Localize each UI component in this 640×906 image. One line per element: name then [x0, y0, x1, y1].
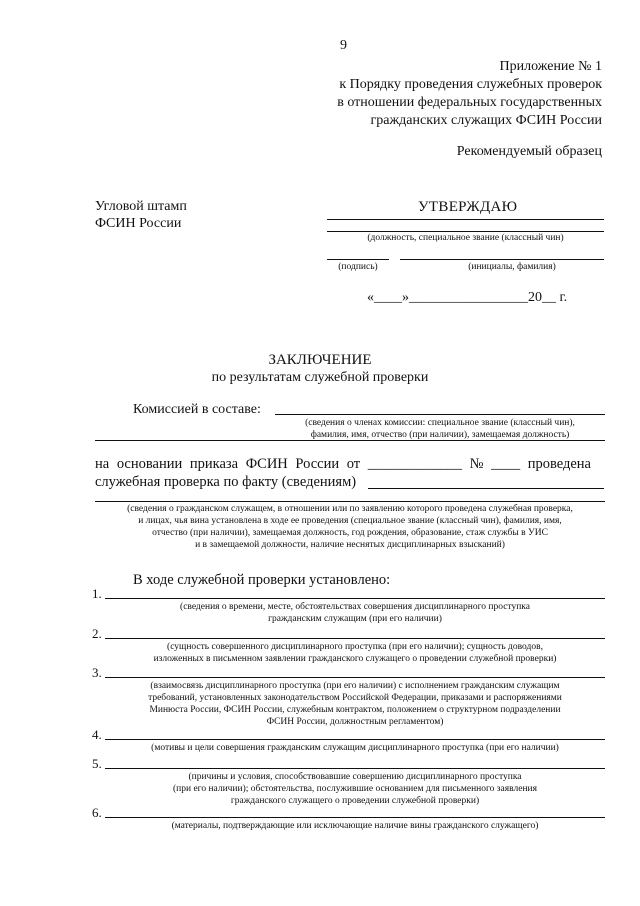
employee-caption-line-4: и в замещаемой должности, наличие неснятых дисциплинарных взысканий)	[195, 540, 505, 550]
item-caption-line: (взаимосвязь дисциплинарного проступка (при его наличии) с исполнением гражданским служащим	[150, 681, 560, 691]
item-line	[105, 677, 605, 678]
item-caption	[105, 820, 605, 832]
document-subtitle: по результатам служебной проверки	[211, 370, 429, 385]
item-line	[105, 817, 605, 818]
stamp-line-2: ФСИН России	[95, 216, 182, 231]
item-number: 1.	[92, 586, 102, 601]
commission-label: Комиссией в составе:	[133, 402, 261, 417]
item-caption	[105, 601, 605, 625]
commission-line	[275, 414, 605, 415]
item-caption-line: гражданского служащего о проведении служебной проверки)	[230, 796, 480, 806]
initials-caption: (инициалы, фамилия)	[468, 262, 556, 272]
item-caption	[105, 742, 605, 754]
item-caption	[105, 771, 605, 807]
employee-caption	[95, 503, 605, 551]
signature-line	[327, 259, 389, 260]
position-line	[327, 219, 604, 220]
basis-line-2: служебная проверка по факту (сведениям)	[95, 474, 357, 490]
item-number: 2.	[92, 626, 102, 641]
approval-date-line: «____»_________________20__ г.	[367, 290, 568, 305]
item-number: 4.	[92, 727, 102, 742]
item-line	[105, 739, 605, 740]
item-caption-line: (причины и условия, способствовавшие совершению дисциплинарного проступка	[188, 772, 522, 782]
basis-line-fill	[368, 488, 604, 489]
item-number: 5.	[92, 756, 102, 771]
signature-caption: (подпись)	[338, 262, 378, 272]
initials-line	[400, 259, 604, 260]
item-line	[105, 638, 605, 639]
item-caption	[105, 680, 605, 728]
item-caption-line: (мотивы и цели совершения гражданским служащим дисциплинарного проступка (при его наличии)	[151, 743, 559, 753]
item-caption-line: (материалы, подтверждающие или исключающие наличие вины гражданского служащего)	[171, 821, 539, 831]
commission-caption-1: (сведения о членах комиссии: специальное звание (классный чин),	[305, 418, 575, 428]
employee-line	[95, 501, 605, 502]
appendix-line-1: Приложение № 1	[499, 59, 602, 74]
item-caption	[105, 641, 605, 665]
item-caption-line: гражданским служащим (при его наличии)	[268, 614, 442, 624]
item-line	[105, 598, 605, 599]
employee-caption-line-1: (сведения о гражданском служащем, в отношении или по заявлению которого проведена служебная проверка,	[127, 504, 573, 514]
employee-caption-line-3: отчество (при наличии), замещаемая должность, год рождения, образование, стаж службы в УИС	[152, 528, 548, 538]
appendix-line-3: в отношении федеральных государственных	[337, 95, 602, 110]
position-caption: (должность, специальное звание (классный чин)	[367, 233, 564, 243]
position-line-2	[327, 231, 604, 232]
established-label: В ходе служебной проверки установлено:	[133, 572, 391, 588]
commission-line-2	[95, 440, 605, 441]
item-caption-line: ФСИН России, должностным регламентом)	[266, 717, 444, 727]
item-number: 6.	[92, 805, 102, 820]
document-title: ЗАКЛЮЧЕНИЕ	[268, 352, 372, 368]
basis-line-1: на основании приказа ФСИН России от _____________ № ____ проведена	[95, 456, 591, 472]
item-caption-line: (сведения о времени, месте, обстоятельствах совершения дисциплинарного проступка	[180, 602, 530, 612]
item-line	[105, 768, 605, 769]
item-caption-line: Минюста России, ФСИН России, служебным контрактом, положением о структурном подразделении	[149, 705, 561, 715]
item-caption-line: изложенных в письменном заявлении гражданского служащего о проведении служебной проверки)	[153, 654, 557, 664]
appendix-line-4: гражданских служащих ФСИН России	[370, 113, 602, 128]
commission-caption-2: фамилия, имя, отчество (при наличии), замещаемая должность)	[310, 430, 570, 440]
sample-label: Рекомендуемый образец	[456, 144, 602, 159]
employee-caption-line-2: и лицах, чья вина установлена в ходе ее проведения (специальное звание (классный чин), фамилия, имя,	[138, 516, 562, 526]
appendix-line-2: к Порядку проведения служебных проверок	[339, 77, 602, 92]
page-number: 9	[340, 38, 347, 53]
item-caption-line: (сущность совершенного дисциплинарного проступка (при его наличии); сущность доводов,	[167, 642, 543, 652]
item-caption-line: требований, установленных законодательством Российской Федерации, приказами и распоряжениями	[148, 693, 562, 703]
approval-title: УТВЕРЖДАЮ	[418, 199, 518, 215]
item-number: 3.	[92, 665, 102, 680]
item-caption-line: (при его наличии); обстоятельства, послужившие основанием для письменного заявления	[172, 784, 537, 794]
stamp-line-1: Угловой штамп	[95, 199, 187, 214]
